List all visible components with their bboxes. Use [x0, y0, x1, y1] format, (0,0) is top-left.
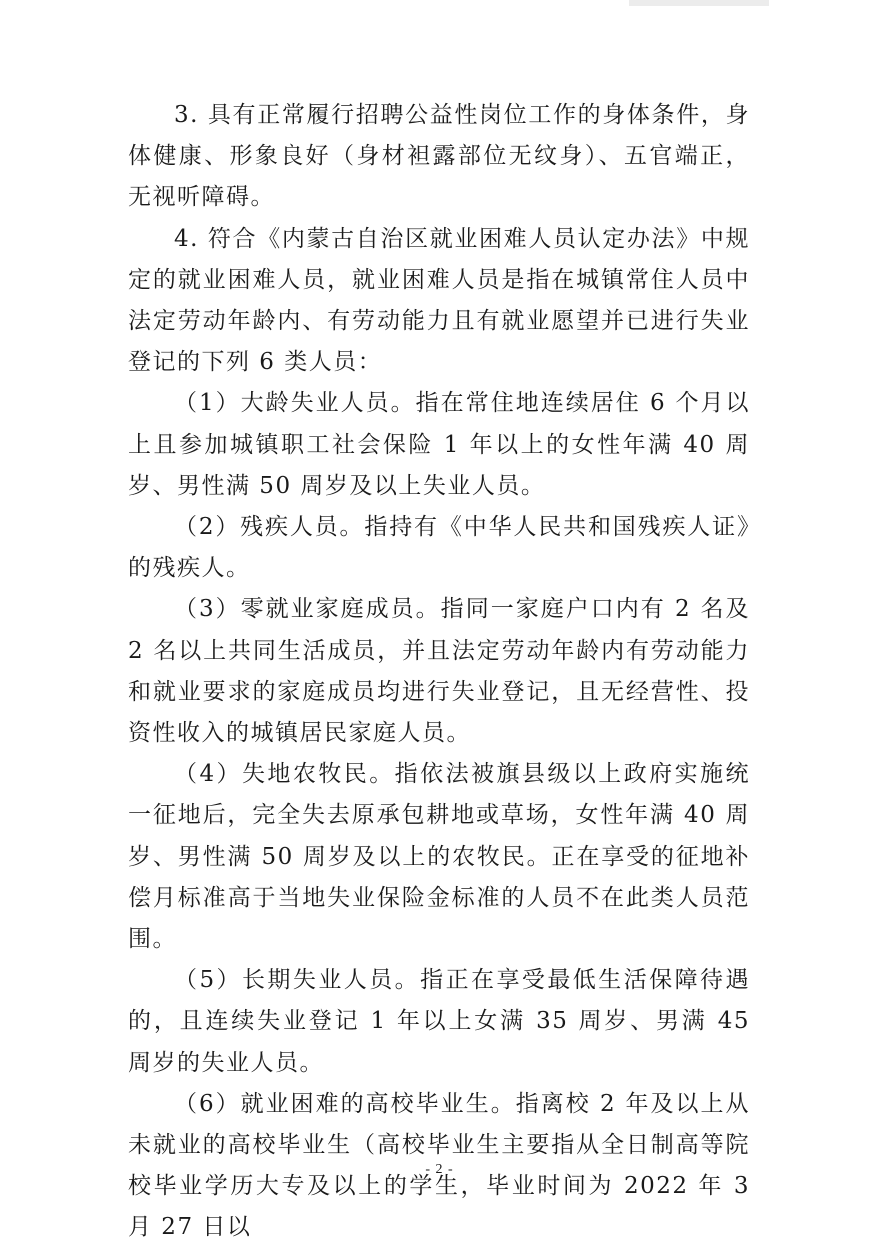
paragraph-item-3: 3. 具有正常履行招聘公益性岗位工作的身体条件，身体健康、形象良好（身材袒露部位无纹身）、五官端正，无视听障碍。 — [128, 102, 750, 211]
paragraph-subitem-3: （3）零就业家庭成员。指同一家庭户口内有 2 名及 2 名以上共同生活成员，并且法定劳动年龄内有劳动能力和就业要求的家庭成员均进行失业登记，且无经营性、投资性收入的城镇居民家庭人员。 — [128, 596, 750, 747]
paragraph-subitem-6: （6）就业困难的高校毕业生。指离校 2 年及以上从未就业的高校毕业生（高校毕业生主要指从全日制高等院校毕业学历大专及以上的学生，毕业时间为 2022 年 3 月 27 日以 — [128, 1090, 750, 1241]
paragraph-subitem-5: （5）长期失业人员。指正在享受最低生活保障待遇的，且连续失业登记 1 年以上女满 35 周岁、男满 45 周岁的失业人员。 — [128, 967, 750, 1076]
paragraph-subitem-2: （2）残疾人员。指持有《中华人民共和国残疾人证》的残疾人。 — [128, 514, 750, 582]
paragraph-item-4: 4. 符合《内蒙古自治区就业困难人员认定办法》中规定的就业困难人员，就业困难人员是指在城镇常住人员中法定劳动年龄内、有劳动能力且有就业愿望并已进行失业登记的下列 6 类人员： — [128, 225, 750, 376]
paragraph-subitem-4: （4）失地农牧民。指依法被旗县级以上政府实施统一征地后，完全失去原承包耕地或草场，女性年满 40 周岁、男性满 50 周岁及以上的农牧民。正在享受的征地补偿月标准高于当地失业保险金标准的人员不在此类人员范围。 — [128, 761, 750, 953]
paragraph-subitem-1: （1）大龄失业人员。指在常住地连续居住 6 个月以上且参加城镇职工社会保险 1 年以上的女性年满 40 周岁、男性满 50 周岁及以上失业人员。 — [128, 390, 750, 499]
page-number: - 2 - — [425, 1162, 454, 1177]
document-body — [128, 95, 750, 1249]
scan-edge-mark — [629, 0, 769, 6]
